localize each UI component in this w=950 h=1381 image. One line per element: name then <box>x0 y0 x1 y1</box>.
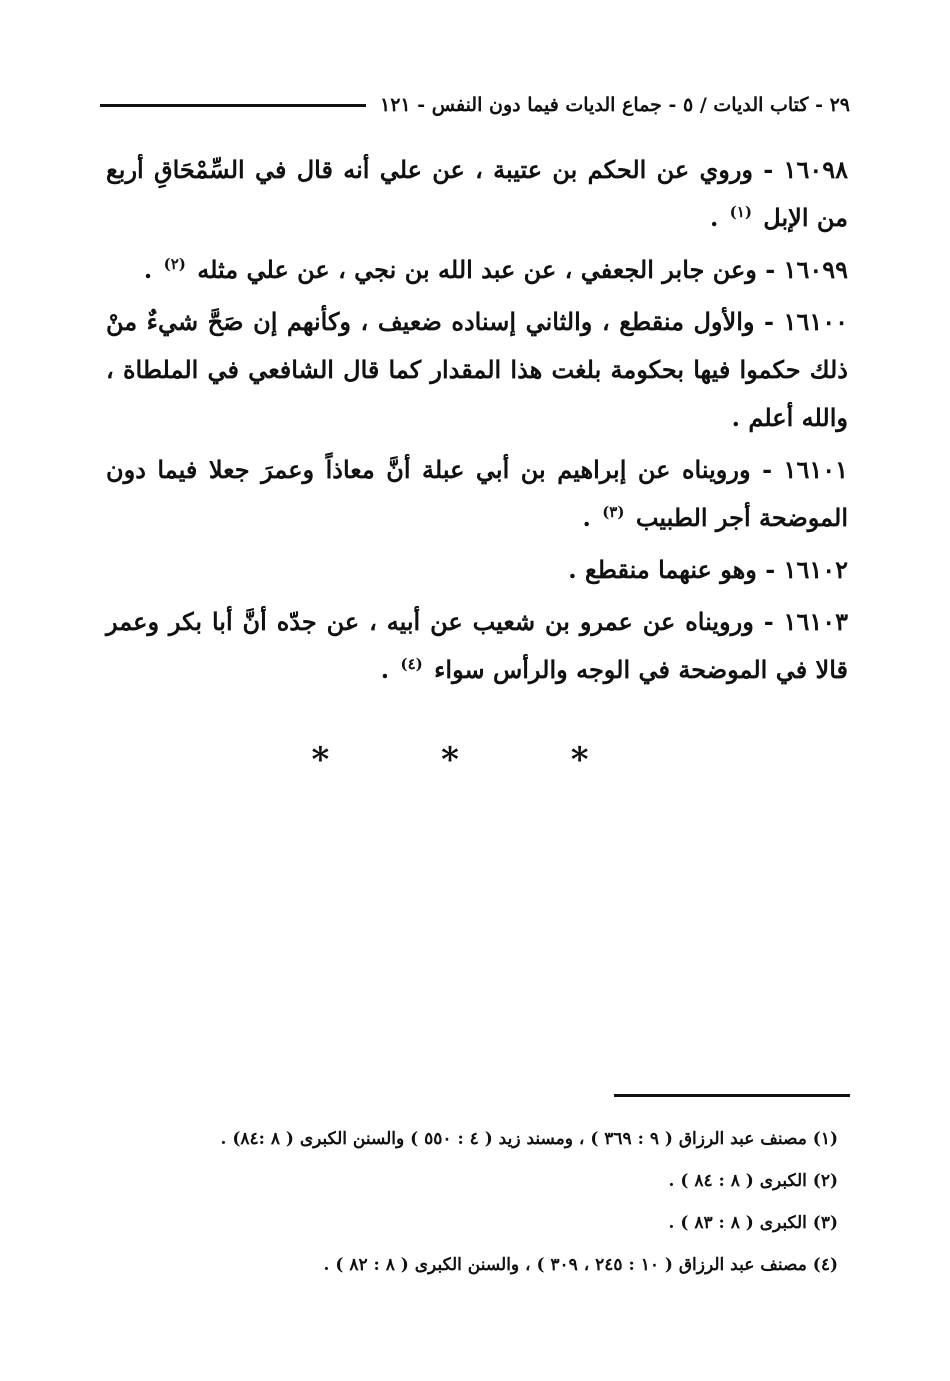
paragraph-text: ١٦٠٩٩ - وعن جابر الجعفي ، عن عبد الله بن نجي ، عن علي مثله <box>197 255 848 284</box>
footnote-ref-4[interactable]: (٤) <box>400 655 423 673</box>
paragraph-16099 <box>106 246 848 294</box>
section-separator: * * * <box>311 740 639 780</box>
paragraph-16098 <box>106 146 848 242</box>
paragraph-end: . <box>709 203 719 232</box>
footnotes <box>108 1118 838 1286</box>
footnote-1: (١) مصنف عبد الرزاق ( ٩ : ٣٦٩ ) ، ومسند زيد ( ٤ : ٥٥٠ ) والسنن الكبرى ( ٨ :٨٤) . <box>220 1129 838 1149</box>
paragraph-end: . <box>582 503 591 532</box>
running-header-text: ٢٩ - كتاب الديات / ٥ - جماع الديات فيما دون النفس - ١٢١ <box>380 94 850 116</box>
paragraph-16100 <box>106 298 848 442</box>
header-rule <box>100 104 366 107</box>
paragraph-text: ١٦١٠١ - ورويناه عن إبراهيم بن أبي عبلة أنَّ معاذاً وعمرَ جعلا فيما دون الموضحة أجر الطبيب <box>106 455 848 532</box>
paragraph-text: ١٦٠٩٨ - وروي عن الحكم بن عتيبة ، عن علي أنه قال في السِّمْحَاقِ أربع من الإبل <box>106 155 848 232</box>
paragraph-text: ١٦١٠٣ - ورويناه عن عمرو بن شعيب عن أبيه ، عن جدّه أنَّ أبا بكر وعمر قالا في الموضحة في الوجه والرأس سواء <box>106 607 848 684</box>
footnote-2: (٢) الكبرى ( ٨ : ٨٤ ) . <box>668 1171 838 1191</box>
footnote-ref-2[interactable]: (٢) <box>163 255 186 273</box>
paragraph-16101 <box>106 446 848 542</box>
footnote-rule <box>614 1094 850 1097</box>
paragraph-16103 <box>106 598 848 694</box>
footnote-3: (٣) الكبرى ( ٨ : ٨٣ ) . <box>668 1213 838 1233</box>
paragraph-end: . <box>380 655 390 684</box>
footnote-4: (٤) مصنف عبد الرزاق ( ١٠ : ٢٤٥ ، ٣٠٩ ) ، والسنن الكبرى ( ٨ : ٨٢ ) . <box>323 1255 838 1275</box>
paragraph-16102 <box>106 546 848 594</box>
paragraph-end: . <box>143 255 153 284</box>
running-header <box>100 88 850 122</box>
paragraph-text: ١٦١٠٠ - والأول منقطع ، والثاني إسناده ضعيف ، وكأنهم إن صَحَّ شيءٌ منْ ذلك حكموا فيها بحكومة بلغت هذا المقدار كما قال الشافعي في الملطاة ، والله أعلم . <box>106 307 848 432</box>
footnote-ref-1[interactable]: (١) <box>729 203 752 221</box>
footnote-ref-3[interactable]: (٣) <box>602 503 625 521</box>
body-text <box>106 146 848 698</box>
paragraph-text: ١٦١٠٢ - وهو عنهما منقطع . <box>568 555 848 584</box>
